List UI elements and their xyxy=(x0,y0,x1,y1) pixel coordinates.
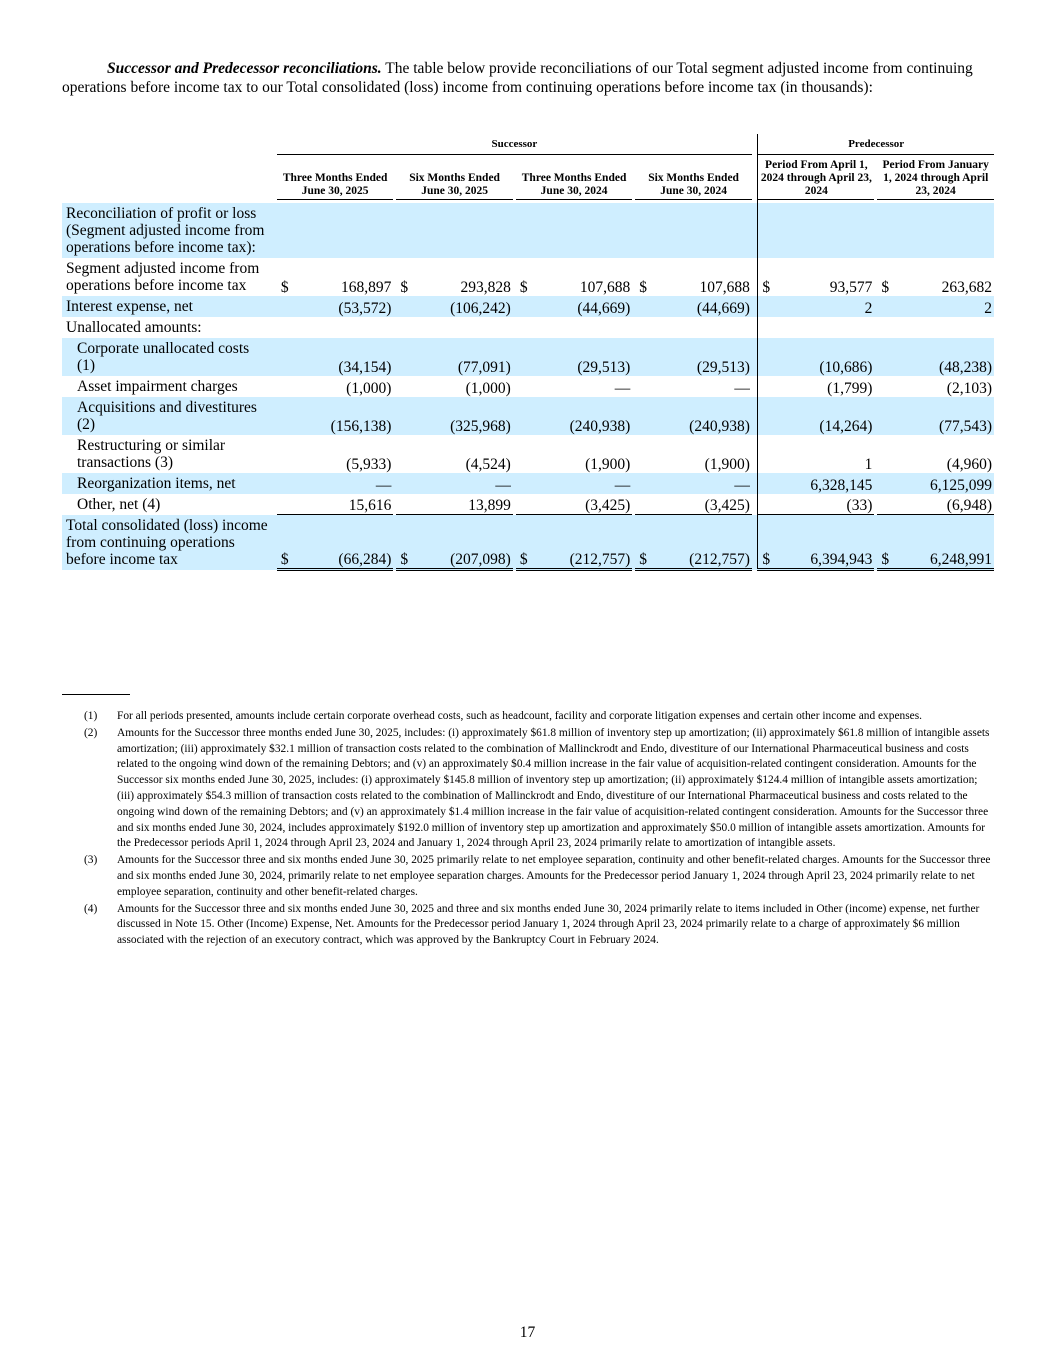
table-row xyxy=(62,494,994,515)
dollar-sign: $ xyxy=(635,515,657,570)
cell-value: 263,682 xyxy=(899,258,994,296)
cell-value: (325,968) xyxy=(418,397,512,435)
cell-value: 2 xyxy=(899,296,994,317)
dollar-sign: $ xyxy=(277,515,299,570)
footnote xyxy=(62,902,997,949)
dollar-sign: $ xyxy=(635,258,657,296)
row-label: Reorganization items, net xyxy=(62,473,277,494)
cell-value: (5,933) xyxy=(299,435,393,473)
cell-value: (1,000) xyxy=(418,376,512,397)
cell-value: (4,960) xyxy=(899,435,994,473)
dollar-sign: $ xyxy=(758,258,780,296)
footnote-marker: (1) xyxy=(84,710,98,722)
footnote xyxy=(62,726,997,852)
footnote-marker: (3) xyxy=(84,854,98,867)
cell-value: — xyxy=(657,376,752,397)
cell-value: (66,284) xyxy=(299,515,393,570)
dollar-sign: $ xyxy=(877,515,899,570)
cell-value: (77,091) xyxy=(418,338,512,376)
cell-value: 2 xyxy=(780,296,874,317)
cell-value: (44,669) xyxy=(538,296,632,317)
cell-value: 107,688 xyxy=(657,258,752,296)
cell-value: (4,524) xyxy=(418,435,512,473)
table-row xyxy=(62,338,994,376)
cell-value: (240,938) xyxy=(538,397,632,435)
column-header-row xyxy=(62,155,994,200)
cell-value: — xyxy=(299,473,393,494)
cell-value: (29,513) xyxy=(538,338,632,376)
group-header-row xyxy=(62,134,994,155)
column-header: Six Months Ended June 30, 2024 xyxy=(635,155,752,200)
cell-value: (240,938) xyxy=(657,397,752,435)
column-header: Period From April 1, 2024 through April 23, 2024 xyxy=(758,155,874,200)
cell-value: (156,138) xyxy=(299,397,393,435)
row-label: Reconciliation of profit or loss (Segment adjusted income from operations before income tax): xyxy=(62,203,277,258)
cell-value: 13,899 xyxy=(418,494,512,515)
cell-value: (1,799) xyxy=(780,376,874,397)
row-label: Restructuring or similar transactions (3) xyxy=(62,435,277,473)
table-row xyxy=(62,473,994,494)
table-row xyxy=(62,397,994,435)
cell-value: 15,616 xyxy=(299,494,393,515)
cell-value: (207,098) xyxy=(418,515,512,570)
table-row xyxy=(62,296,994,317)
cell-value: (44,669) xyxy=(657,296,752,317)
footnote-marker: (2) xyxy=(84,726,98,739)
dollar-sign: $ xyxy=(277,258,299,296)
intro-paragraph xyxy=(62,59,997,97)
row-label: Unallocated amounts: xyxy=(62,317,277,338)
cell-value: (212,757) xyxy=(538,515,632,570)
cell-value: 6,125,099 xyxy=(899,473,994,494)
cell-value: (77,543) xyxy=(899,397,994,435)
row-label: Acquisitions and divestitures (2) xyxy=(62,397,277,435)
cell-value: (1,900) xyxy=(657,435,752,473)
cell-value: 6,328,145 xyxy=(780,473,874,494)
successor-group-label: Successor xyxy=(277,134,752,155)
cell-value: (3,425) xyxy=(538,494,632,515)
cell-value: — xyxy=(538,473,632,494)
cell-value: — xyxy=(657,473,752,494)
dollar-sign: $ xyxy=(396,258,418,296)
intro-lead: Successor and Predecessor reconciliations. xyxy=(107,60,382,77)
table-row xyxy=(62,258,994,296)
dollar-sign: $ xyxy=(516,258,538,296)
footnote-text: Amounts for the Successor three and six months ended June 30, 2025 primarily relate to net employee separation, continuity and other benefit-related charges. Amounts for the Successor three and six months ended June 30, 2024, primarily relate to net employee separation charges. Amounts for the Predecessor period January 1, 2024 through April 23, 2024 primarily relate to net employee separation, continuity and other benefit-related charges. xyxy=(117,854,991,898)
row-label: Asset impairment charges xyxy=(62,376,277,397)
cell-value: (14,264) xyxy=(780,397,874,435)
cell-value: (3,425) xyxy=(657,494,752,515)
cell-value: (1,900) xyxy=(538,435,632,473)
footnotes xyxy=(62,709,997,950)
cell-value: 93,577 xyxy=(780,258,874,296)
dollar-sign: $ xyxy=(877,258,899,296)
row-label: Other, net (4) xyxy=(62,494,277,515)
table-row xyxy=(62,203,994,258)
table-row-total xyxy=(62,515,994,570)
cell-value: (29,513) xyxy=(657,338,752,376)
column-header: Period From January 1, 2024 through April 23, 2024 xyxy=(877,155,994,200)
dollar-sign: $ xyxy=(516,515,538,570)
table-row xyxy=(62,317,994,338)
cell-value: 293,828 xyxy=(418,258,512,296)
dollar-sign: $ xyxy=(758,515,780,570)
cell-value: (34,154) xyxy=(299,338,393,376)
reconciliation-table xyxy=(62,134,994,571)
predecessor-group-label: Predecessor xyxy=(758,134,994,155)
column-header: Three Months Ended June 30, 2025 xyxy=(277,155,393,200)
footnote-text: Amounts for the Successor three months ended June 30, 2025, includes: (i) approximately $61.8 million of inventory step up amortization; (ii) approximately $61.8 million of intangible assets amortization; (iii) approximately $32.1 million of transaction costs related to the combination of Mallinckrodt and Endo, divestiture of our International Pharmaceutical business and costs related to the ongoing wind down of the remaining Debtors; and (v) an approximately $0.4 million increase in the fair value of acquisition-related contingent consideration. Amounts for the Successor six months ended June 30, 2025, includes: (i) approximately $145.8 million of inventory step up amortization; (ii) approximately $124.4 million of intangible assets amortization; (iii) approximately $54.3 million of transaction costs related to the combination of Mallinckrodt and Endo, divestiture of our International Pharmaceutical business and costs related to the ongoing wind down of the remaining Debtors; and (v) an approximately $1.4 million increase in the fair value of acquisition-related contingent consideration. Amounts for the Successor three and six months ended June 30, 2024, includes approximately $192.0 million of inventory step up amortization and approximately $50.0 million of intangible assets amortization. Amounts for the Predecessor periods April 1, 2024 through April 23, 2024 and January 1, 2024 through April 23, 2024 primarily relate to amortization of intangible assets. xyxy=(117,726,990,850)
cell-value: 107,688 xyxy=(538,258,632,296)
footnote xyxy=(62,853,997,900)
table-row xyxy=(62,435,994,473)
cell-value: (10,686) xyxy=(780,338,874,376)
cell-value: (6,948) xyxy=(899,494,994,515)
cell-value: (1,000) xyxy=(299,376,393,397)
cell-value: — xyxy=(418,473,512,494)
cell-value: 6,248,991 xyxy=(899,515,994,570)
footnote-divider xyxy=(62,694,130,695)
cell-value: (212,757) xyxy=(657,515,752,570)
column-header: Six Months Ended June 30, 2025 xyxy=(396,155,512,200)
cell-value: (2,103) xyxy=(899,376,994,397)
dollar-sign: $ xyxy=(396,515,418,570)
cell-value: 168,897 xyxy=(299,258,393,296)
cell-value: 6,394,943 xyxy=(780,515,874,570)
cell-value: (106,242) xyxy=(418,296,512,317)
intro-text: The table below provide reconciliations of our Total segment adjusted income from continuing operations before income tax to our Total consolidated (loss) income from continuing operations before income tax (in thousands): xyxy=(62,60,973,96)
footnote-text: For all periods presented, amounts include certain corporate overhead costs, such as headcount, facility and corporate litigation expenses and certain other income and expenses. xyxy=(117,710,922,722)
footnote-marker: (4) xyxy=(84,902,98,915)
cell-value: (48,238) xyxy=(899,338,994,376)
row-label: Total consolidated (loss) income from continuing operations before income tax xyxy=(62,515,277,570)
footnote xyxy=(62,709,997,725)
table-row xyxy=(62,376,994,397)
cell-value: 1 xyxy=(780,435,874,473)
cell-value: (33) xyxy=(780,494,874,515)
column-header: Three Months Ended June 30, 2024 xyxy=(516,155,632,200)
row-label: Segment adjusted income from operations before income tax xyxy=(62,258,277,296)
row-label: Corporate unallocated costs (1) xyxy=(62,338,277,376)
row-label: Interest expense, net xyxy=(62,296,277,317)
page-number: 17 xyxy=(519,1324,536,1341)
footnote-text: Amounts for the Successor three and six months ended June 30, 2025 and three and six months ended June 30, 2024 primarily relate to items included in Other (income) expense, net further discussed in Note 15. Other (Income) Expense, Net. Amounts for the Predecessor period January 1, 2024 through April 23, 2024 primarily relate to a charge of approximately $6 million associated with the rejection of an executory contract, which was approved by the Bankruptcy Court in February 2024. xyxy=(117,902,980,947)
cell-value: — xyxy=(538,376,632,397)
cell-value: (53,572) xyxy=(299,296,393,317)
